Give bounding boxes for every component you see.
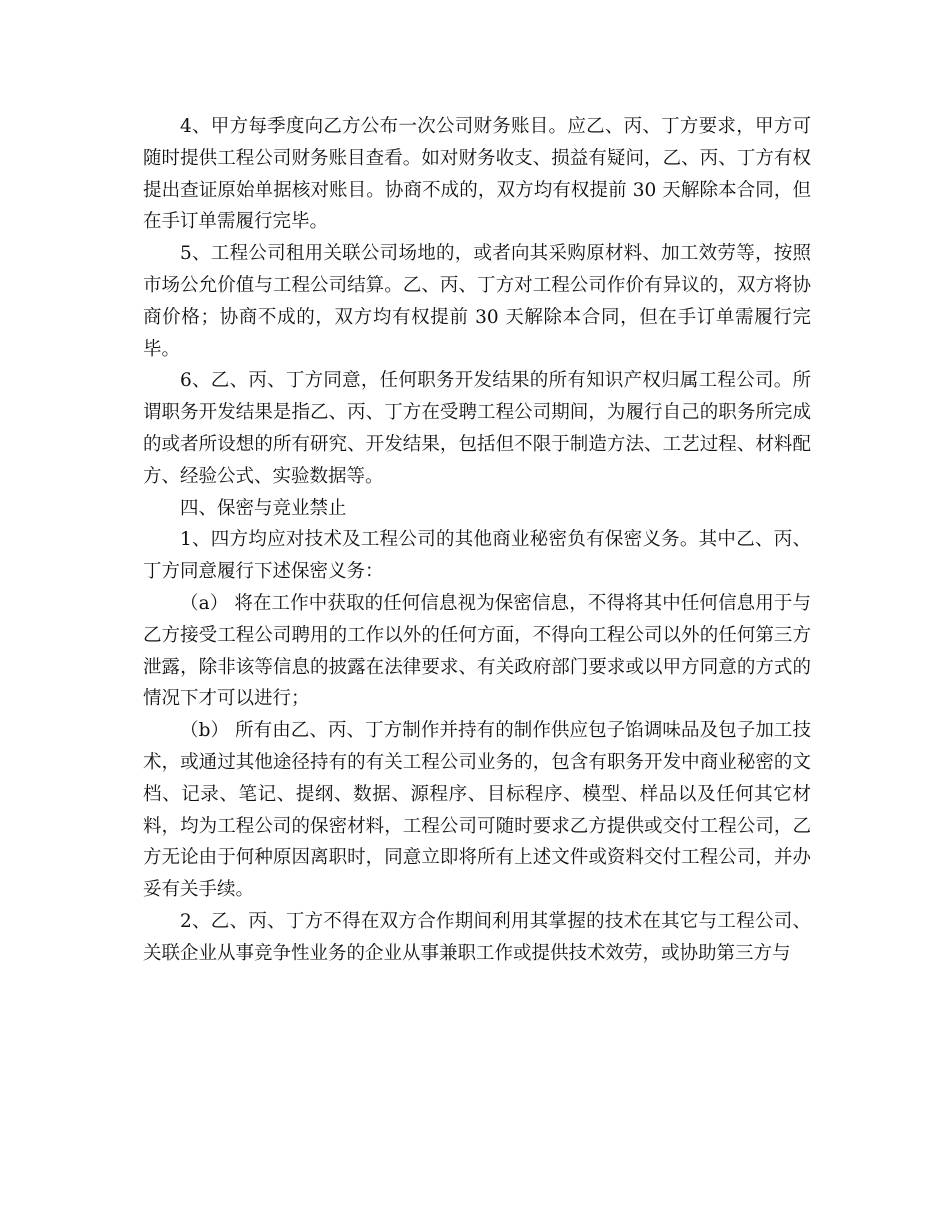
clause-1a-confidential-information: （a） 将在工作中获取的任何信息视为保密信息，不得将其中任何信息用于与乙方接受工程公司聘用的工作以外的任何方面，不得向工程公司以外的任何第三方泄露，除非该等信息的披露在法律要求、有关政府部门要求或以甲方同意的方式的情况下才可以进行；: [143, 592, 811, 710]
clause-2-non-compete: 2、乙、丙、丁方不得在双方合作期间利用其掌握的技术在其它与工程公司、关联企业从事竞争性业务的企业从事兼职工作或提供技术效劳，或协助第三方与: [143, 910, 811, 964]
section-heading-confidentiality: 四、保密与竞业禁止: [180, 497, 347, 519]
clause-1b-confidential-materials: （b） 所有由乙、丙、丁方制作并持有的制作供应包子馅调味品及包子加工技术，或通过其他途径持有的有关工程公司业务的，包含有职务开发中商业秘密的文档、记录、笔记、提纲、数据、源程序、目标程序、模型、样品以及任何其它材料，均为工程公司的保密材料，工程公司可随时要求乙方提供或交付工程公司，乙方无论由于何种原因离职时，同意立即将所有上述文件或资料交付工程公司，并办妥有关手续。: [143, 720, 811, 901]
clause-5-related-company-settlement: 5、工程公司租用关联公司场地的，或者向其采购原材料、加工效劳等，按照市场公允价值与工程公司结算。乙、丙、丁方对工程公司作价有异议的，双方将协商价格；协商不成的，双方均有权提前 30 天解除本合同，但在手订单需履行完毕。: [143, 243, 811, 360]
clause-4-financial-accounts: 4、甲方每季度向乙方公布一次公司财务账目。应乙、丙、丁方要求，甲方可随时提供工程公司财务账目查看。如对财务收支、损益有疑问，乙、丙、丁方有权提出查证原始单据核对账目。协商不成的，双方均有权提前 30 天解除本合同，但在手订单需履行完毕。: [143, 116, 811, 233]
clause-1-confidentiality-obligation: 1、四方均应对技术及工程公司的其他商业秘密负有保密义务。其中乙、丙、丁方同意履行下述保密义务：: [143, 529, 811, 583]
document-body: [143, 111, 811, 970]
clause-6-intellectual-property: 6、乙、丙、丁方同意，任何职务开发结果的所有知识产权归属工程公司。所谓职务开发结果是指乙、丙、丁方在受聘工程公司期间，为履行自己的职务所完成的或者所设想的所有研究、开发结果，包括但不限于制造方法、工艺过程、材料配方、经验公式、实验数据等。: [143, 370, 811, 487]
